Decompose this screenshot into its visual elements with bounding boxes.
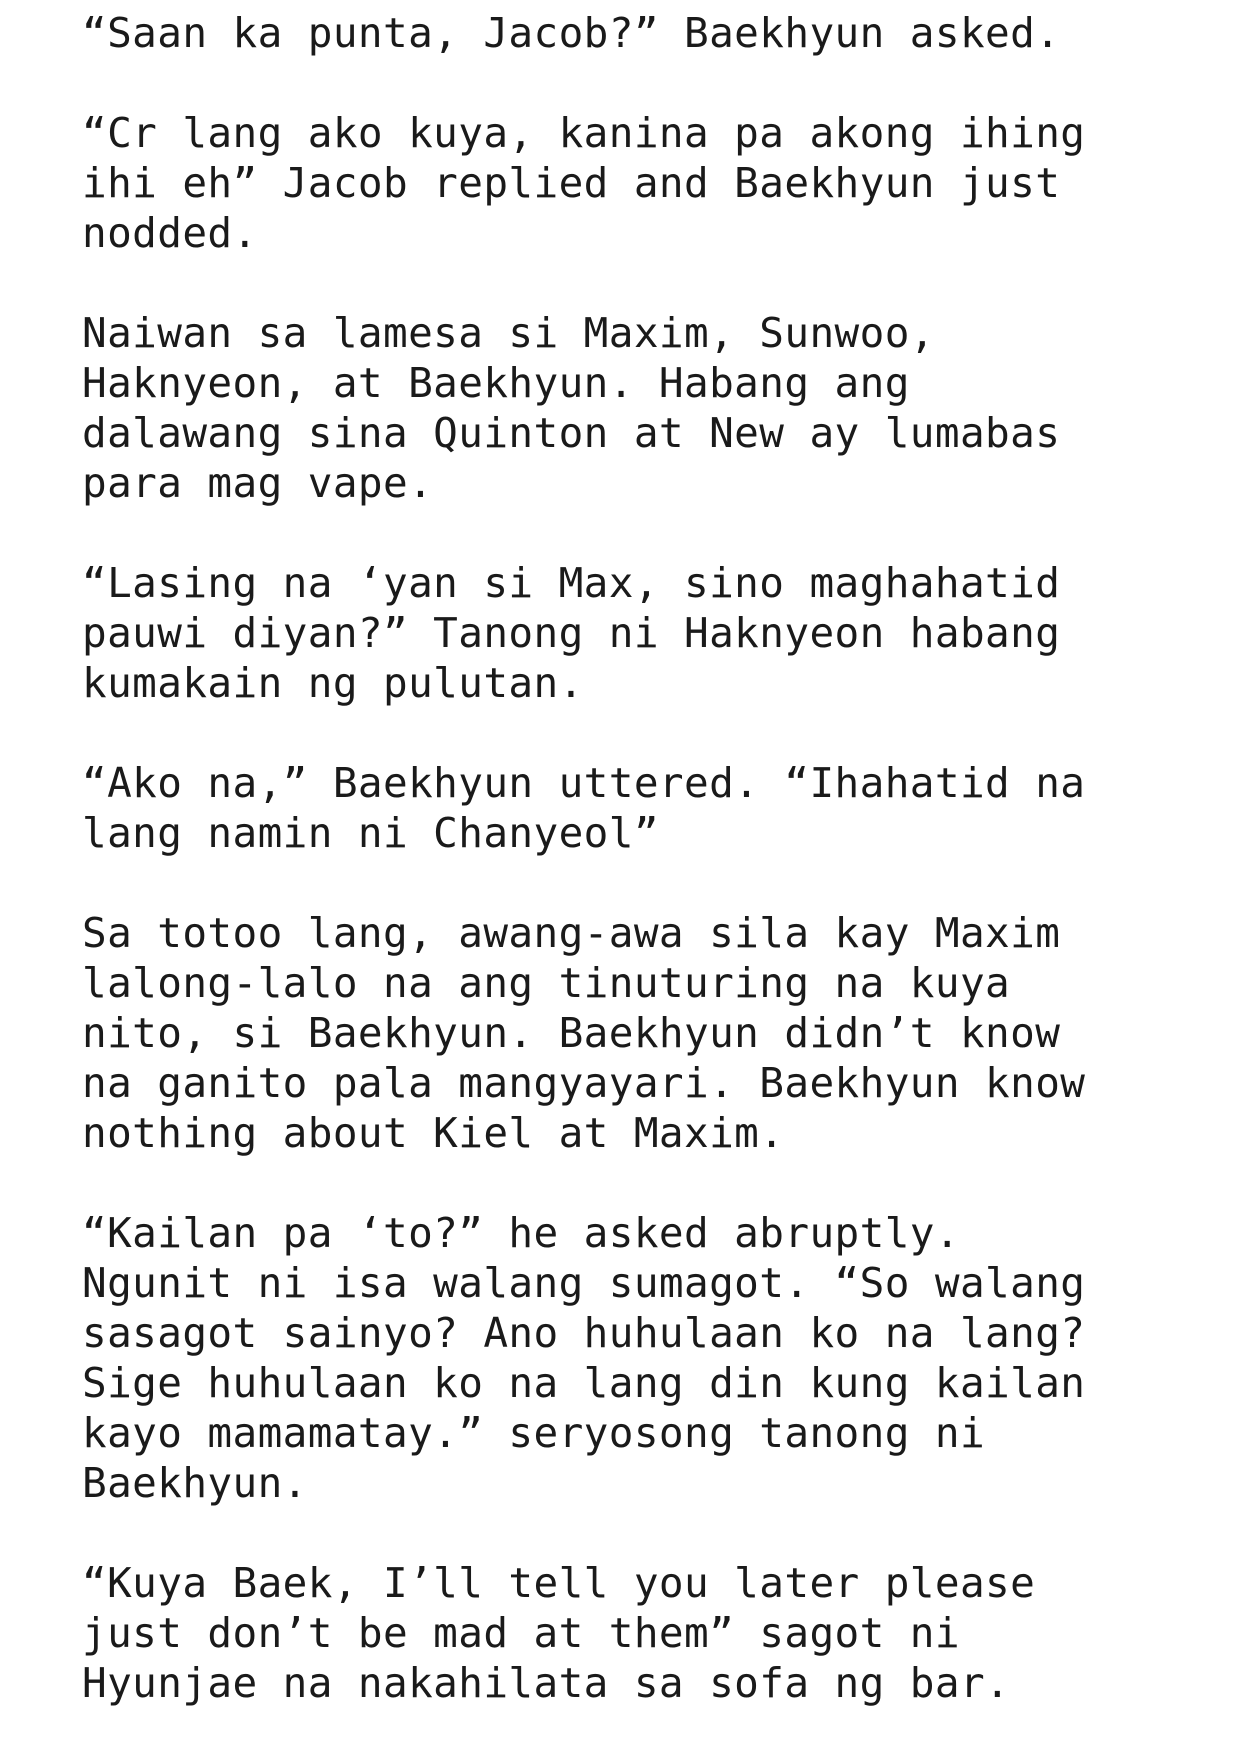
text-line: nothing about Kiel at Maxim. xyxy=(82,1109,785,1157)
text-line: Baekhyun. xyxy=(82,1459,308,1507)
text-line: lalong-lalo na ang tinuturing na kuya xyxy=(82,959,1011,1007)
paragraph xyxy=(82,108,1222,258)
paragraph xyxy=(82,8,1222,58)
text-line: na ganito pala mangyayari. Baekhyun know xyxy=(82,1059,1086,1107)
text-line: pauwi diyan?” Tanong ni Haknyeon habang xyxy=(82,609,1061,657)
text-line: Naiwan sa lamesa si Maxim, Sunwoo, xyxy=(82,309,935,357)
text-line: kumakain ng pulutan. xyxy=(82,659,584,707)
text-line: nodded. xyxy=(82,209,258,257)
text-line: lang namin ni Chanyeol” xyxy=(82,809,659,857)
text-line: “Lasing na ‘yan si Max, sino maghahatid xyxy=(82,559,1061,607)
text-line: Sa totoo lang, awang-awa sila kay Maxim xyxy=(82,909,1061,957)
paragraph xyxy=(82,558,1222,708)
text-line: Haknyeon, at Baekhyun. Habang ang xyxy=(82,359,910,407)
text-line: “Kailan pa ‘to?” he asked abruptly. xyxy=(82,1209,960,1257)
paragraph xyxy=(82,758,1222,858)
paragraph xyxy=(82,308,1222,508)
text-line: kayo mamamatay.” seryosong tanong ni xyxy=(82,1409,986,1457)
text-line: Hyunjae na nakahilata sa sofa ng bar. xyxy=(82,1659,1011,1707)
text-line: “Saan ka punta, Jacob?” Baekhyun asked. xyxy=(82,9,1061,57)
text-line: “Cr lang ako kuya, kanina pa akong ihing xyxy=(82,109,1086,157)
text-line: Ngunit ni isa walang sumagot. “So walang xyxy=(82,1259,1086,1307)
text-line: para mag vape. xyxy=(82,459,434,507)
text-line: nito, si Baekhyun. Baekhyun didn’t know xyxy=(82,1009,1061,1057)
story-text xyxy=(82,8,1222,1758)
paragraph xyxy=(82,1558,1222,1708)
text-line: ihi eh” Jacob replied and Baekhyun just xyxy=(82,159,1061,207)
text-line: sasagot sainyo? Ano huhulaan ko na lang? xyxy=(82,1309,1086,1357)
text-line: “Kuya Baek, I’ll tell you later please xyxy=(82,1559,1036,1607)
text-line: just don’t be mad at them” sagot ni xyxy=(82,1609,960,1657)
text-line: Sige huhulaan ko na lang din kung kailan xyxy=(82,1359,1086,1407)
text-line: dalawang sina Quinton at New ay lumabas xyxy=(82,409,1061,457)
paragraph xyxy=(82,908,1222,1158)
paragraph xyxy=(82,1208,1222,1508)
text-line: “Ako na,” Baekhyun uttered. “Ihahatid na xyxy=(82,759,1086,807)
